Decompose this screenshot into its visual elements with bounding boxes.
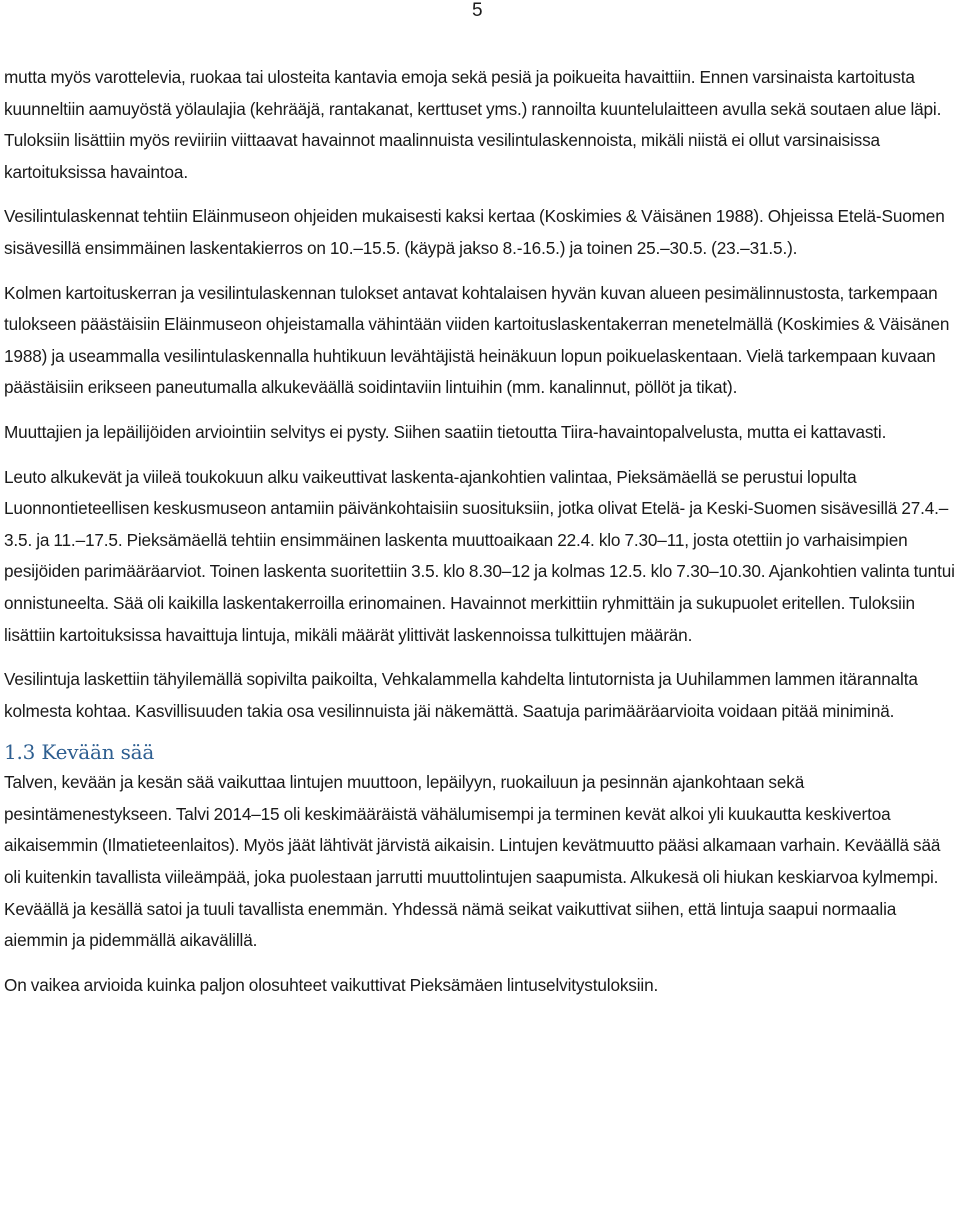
paragraph-count-timing: Leuto alkukevät ja viileä toukokuun alku vaikeuttivat laskenta-ajankohtien valintaa, Pieksämäellä se perustui lopulta Luonnontieteellisen keskusmuseon antamiin päivänkohtaisiin suosituksiin, jotka olivat Etelä- ja Keski-Suomen sisävesillä 27.4.–3.5. ja 11.–17.5. Pieksämäellä tehtiin ensimmäinen laskenta muuttoaikaan 22.4. klo 7.30–11, josta otettiin jo varhaisimpien pesijöiden parimääräarviot. Toinen laskenta suoritettiin 3.5. klo 8.30–12 ja kolmas 12.5. klo 7.30–10.30. Ajankohtien valinta tuntui onnistuneelta. Sää oli kaikilla laskentakerroilla erinomainen. Havainnot merkittiin ryhmittäin ja sukupuolet eritellen. Tuloksiin lisättiin kartoituksissa havaittuja lintuja, mikäli määrät ylittivät laskennoissa tulkittujen määrän.: [4, 466, 955, 645]
paragraph-observation-methods: mutta myös varottelevia, ruokaa tai ulosteita kantavia emoja sekä pesiä ja poikueita havaittiin. Ennen varsinaista kartoitusta kuunneltiin aamuyöstä yölaulajia (kehrääjä, rantakanat, kerttuset yms.) rannoilta kuuntelulaitteen avulla sekä soutaen alue läpi. Tuloksiin lisättiin myös reviiriin viittaavat havainnot maalinnuista vesilintulaskennoista, mikäli niistä ei ollut varsinaisissa kartoituksissa havaintoa.: [4, 67, 942, 182]
page-number: 5: [472, 0, 483, 21]
section-heading: 1.3 Kevään sää: [4, 740, 155, 765]
paragraph-counting-locations: Vesilintuja laskettiin tähyilemällä sopivilta paikoilta, Vehkalammella kahdelta lintutornista ja Uuhilammen lammen itärannalta kolmesta kohtaa. Kasvillisuuden takia osa vesilinnuista jäi näkemättä. Saatuja parimääräarvioita voidaan pitää miniminä.: [4, 669, 918, 721]
paragraph-spring-weather: Talven, kevään ja kesän sää vaikuttaa lintujen muuttoon, lepäilyyn, ruokailuun ja pesinnän ajankohtaan sekä pesintämenestykseen. Talvi 2014–15 oli keskimääräistä vähälumisempi ja terminen kevät alkoi yli kuukautta keskivertoa aikaisemmin (Ilmatieteenlaitos). Myös jäät lähtivät järvistä aikaisin. Lintujen kevätmuutto pääsi alkamaan varhain. Keväällä sää oli kuitenkin tavallista viileämpää, joka puolestaan jarrutti muuttolintujen saapumista. Alkukesä oli hiukan keskiarvoa kylmempi. Keväällä ja kesällä satoi ja tuuli tavallista enemmän. Yhdessä nämä seikat vaikuttivat siihen, että lintuja saapui normaalia aiemmin ja pidemmällä aikavälillä.: [4, 772, 941, 951]
paragraph-waterbird-counts: Vesilintulaskennat tehtiin Eläinmuseon ohjeiden mukaisesti kaksi kertaa (Koskimies & Väisänen 1988). Ohjeissa Etelä-Suomen sisävesillä ensimmäinen laskentakierros on 10.–15.5. (käypä jakso 8.-16.5.) ja toinen 25.–30.5. (23.–31.5.).: [4, 206, 945, 258]
paragraph-conclusion: On vaikea arvioida kuinka paljon olosuhteet vaikuttivat Pieksämäen lintuselvitystuloksiin.: [4, 974, 659, 995]
paragraph-migrants: Muuttajien ja lepäilijöiden arviointiin selvitys ei pysty. Siihen saatiin tietoutta Tiira-havaintopalvelusta, mutta ei kattavasti.: [4, 421, 887, 442]
document-body: [4, 62, 960, 1001]
paragraph-survey-results: Kolmen kartoituskerran ja vesilintulaskennan tulokset antavat kohtalaisen hyvän kuvan alueen pesimälinnustosta, tarkempaan tulokseen päästäisiin Eläinmuseon ohjeistamalla vähintään viiden kartoituslaskentakerran menetelmällä (Koskimies & Väisänen 1988) ja useammalla vesilintulaskennalla huhtikuun levähtäjistä heinäkuun lopun poikuelaskentaan. Vielä tarkempaan kuvaan päästäisiin erikseen paneutumalla alkukeväällä soidintaviin lintuihin (mm. kanalinnut, pöllöt ja tikat).: [4, 282, 950, 398]
